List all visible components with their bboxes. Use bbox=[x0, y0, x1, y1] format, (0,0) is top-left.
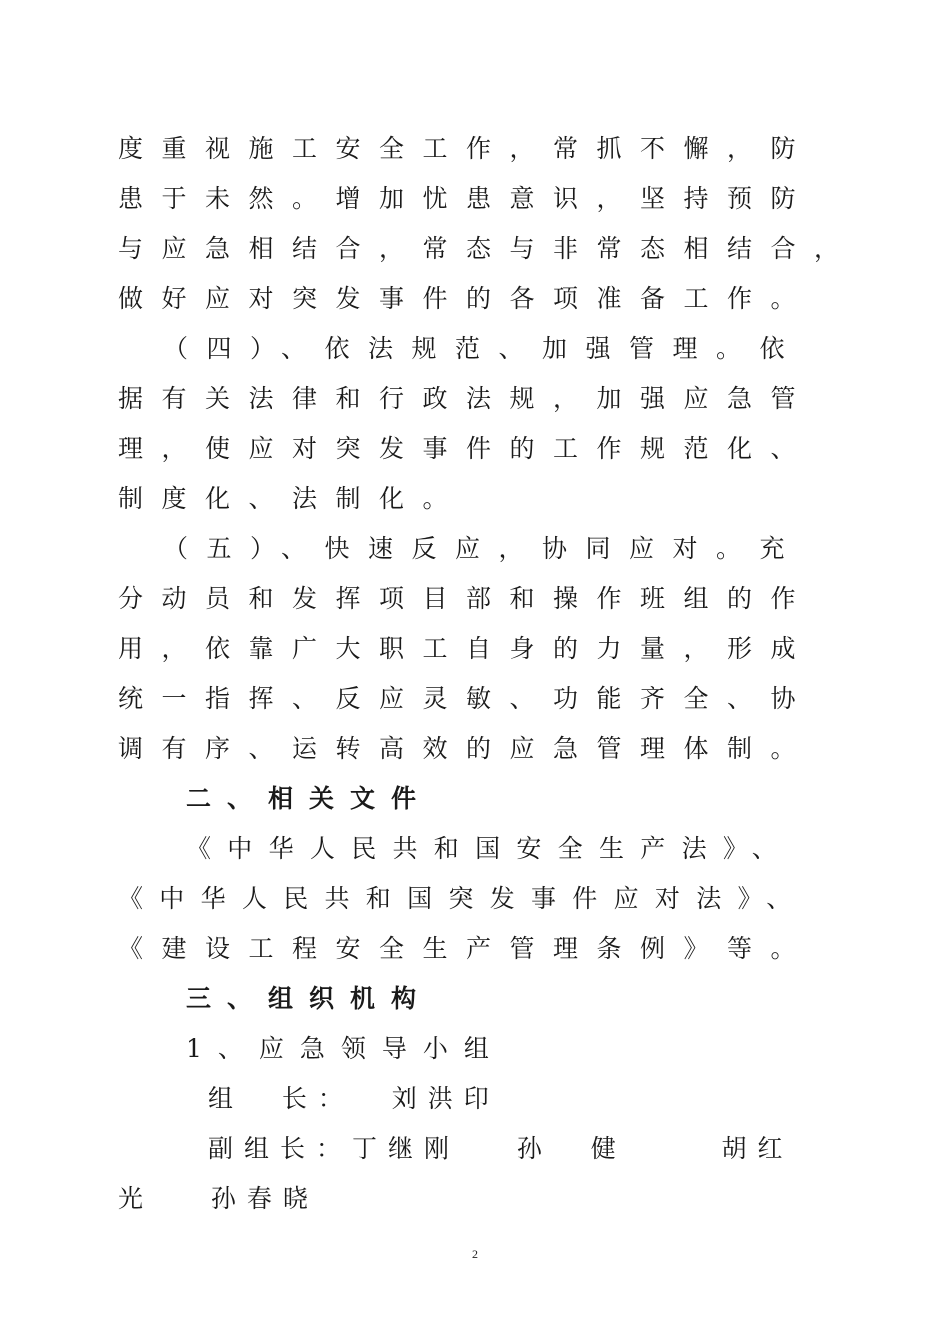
page-number: 2 bbox=[472, 1247, 478, 1261]
chapter-heading-organization: 三、组织机构 bbox=[186, 984, 433, 1013]
text-line: 《中华人民共和国安全生产法》、 bbox=[186, 834, 794, 863]
text-line: 患于未然。增加忧患意识，坚持预防 bbox=[118, 184, 815, 213]
text-line: 调有序、运转高效的应急管理体制。 bbox=[118, 734, 815, 763]
text-line: 分动员和发挥项目部和操作班组的作 bbox=[118, 584, 815, 613]
text-line: 制度化、法制化。 bbox=[118, 484, 467, 513]
deputy-leader-row-continued: 光 孙春晓 bbox=[118, 1184, 319, 1213]
chapter-heading-related-documents: 二、相关文件 bbox=[186, 784, 433, 813]
deputy-leader-row: 副组长：丁继刚 孙 健 胡红 bbox=[208, 1134, 794, 1163]
section-heading-5: （五）、快速反应，协同应对。充 bbox=[163, 534, 804, 563]
text-line: 做好应对突发事件的各项准备工作。 bbox=[118, 284, 815, 313]
text-line: 与应急相结合，常态与非常态相结合， bbox=[118, 234, 858, 263]
section-heading-4: （四）、依法规范、加强管理。依 bbox=[163, 334, 804, 363]
text-line: 用，依靠广大职工自身的力量，形成 bbox=[118, 634, 815, 663]
text-line: 度重视施工安全工作，常抓不懈，防 bbox=[118, 134, 815, 163]
text-line: 《中华人民共和国突发事件应对法》、 bbox=[118, 884, 808, 913]
text-line: 《建设工程安全生产管理条例》等。 bbox=[118, 934, 815, 963]
text-line: 统一指挥、反应灵敏、功能齐全、协 bbox=[118, 684, 815, 713]
text-line: 据有关法律和行政法规，加强应急管 bbox=[118, 384, 815, 413]
leader-row: 组 长： 刘洪印 bbox=[208, 1084, 500, 1113]
text-line: 理，使应对突发事件的工作规范化、 bbox=[118, 434, 815, 463]
subsection-heading: 1、应急领导小组 bbox=[186, 1034, 505, 1063]
